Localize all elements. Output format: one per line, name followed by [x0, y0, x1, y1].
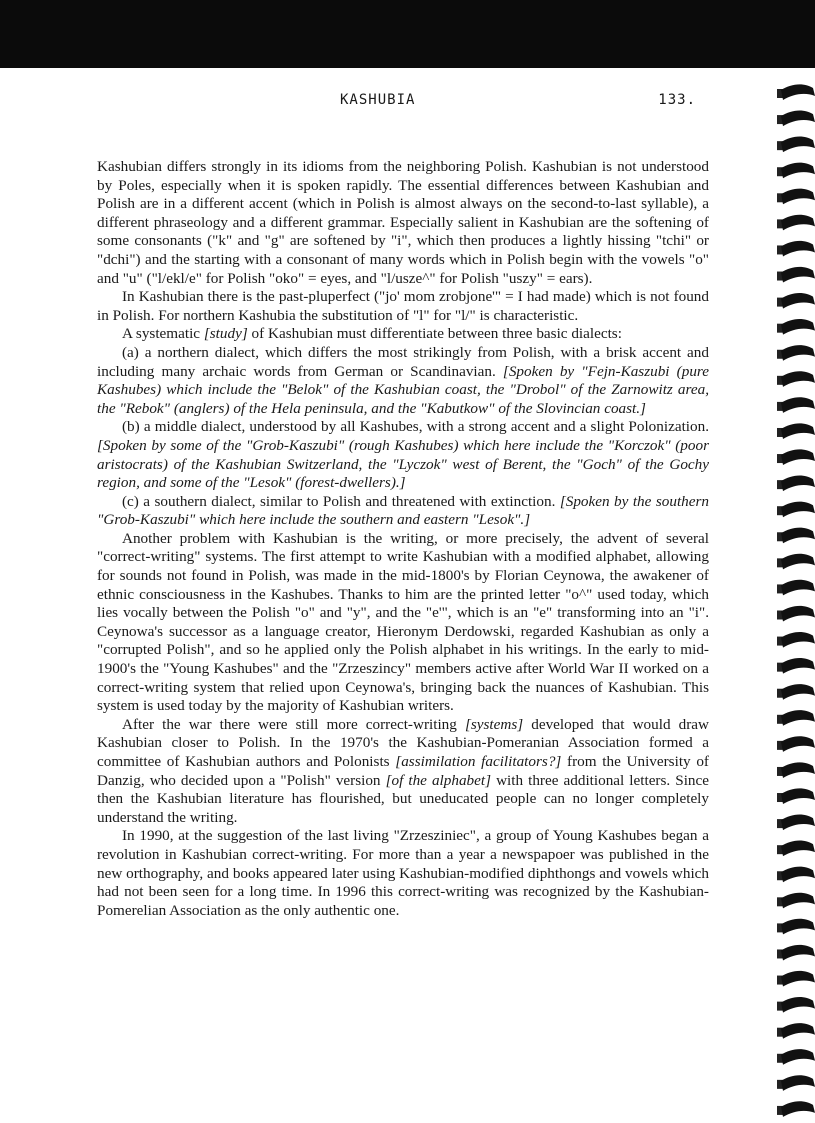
binding-coil: [777, 580, 815, 596]
binding-coil: [777, 371, 815, 387]
binding-coil: [777, 110, 815, 126]
binding-coil: [777, 189, 815, 205]
text-run: from the University of Danzig, who decided upon a "Polish" version: [97, 753, 709, 789]
binding-coil: [777, 684, 815, 700]
text-run: of Kashubian must differentiate between three basic dialects:: [247, 325, 622, 343]
text-run: developed that would draw Kashubian closer to Polish. In the 1970's the Kashubian-Pomeranian Association formed a committee of Kashubian authors and Polonists: [97, 715, 709, 770]
paragraph: [97, 288, 709, 325]
binding-coil: [777, 241, 815, 257]
binding-coil: [777, 632, 815, 648]
binding-coil: [777, 397, 815, 413]
page-number: 133.: [658, 92, 696, 108]
text-run: (a) a northern dialect, which differs the most strikingly from Polish, with a brisk accent and including many archaic words from German or Scandinavian.: [97, 343, 709, 380]
binding-coil: [777, 658, 815, 674]
binding-coil: [777, 893, 815, 909]
text-run: After the war there were still more correct-writing: [122, 715, 465, 733]
binding-coil: [777, 1101, 815, 1117]
italic-run: [of the alphabet]: [385, 771, 492, 789]
italic-run: [systems]: [464, 715, 524, 733]
binding-coil: [777, 84, 815, 100]
paragraph: [97, 418, 709, 492]
running-head-title: KASHUBIA: [340, 92, 416, 108]
body-text: [97, 158, 709, 920]
italic-run: [Spoken by the southern "Grob-Kaszubi" which here include the southern and eastern "Lesok".]: [97, 492, 709, 529]
binding-coil: [777, 736, 815, 752]
binding-coil: [777, 319, 815, 335]
text-run: In Kashubian there is the past-pluperfect ("jo' mom zrobjone'" = I had made) which is not found in Polish. For northern Kashubia the substitution of "l" for "l/" is characteristic.: [97, 288, 709, 324]
text-run: Another problem with Kashubian is the writing, or more precisely, the advent of several "correct-writing" systems. The first attempt to write Kashubian with a modified alphabet, allowing for sounds not found in Polish, was made in the mid-1800's by Florian Ceynowa, the awakener of ethnic consciousness in the Kashubes. Thanks to him are the printed letter "o^" used today, which lies vocally between the Polish "o" and "y", and the "e'", which is an "e" transforming into an "i". Ceynowa's successor as a language creator, Hieronym Derdowski, regarded Kashubian as only a "corrupted Polish", and so he applied only the Polish alphabet in his writings. In the early to mid-1900's the "Young Kashubes" and the "Zrzeszincy" members active after World War II worked on a correct-writing system that relied upon Ceynowa's, bringing back the nuances of Kashubian. This system is used today by the majority of Kashubian writers.: [97, 529, 709, 715]
binding-coil: [777, 163, 815, 179]
binding-coil: [777, 476, 815, 492]
binding-coil: [777, 1023, 815, 1039]
paragraph: [97, 827, 709, 920]
binding-coil: [777, 1075, 815, 1091]
binding-coil: [777, 762, 815, 778]
binding-coil: [777, 267, 815, 283]
paragraph: [97, 344, 709, 418]
text-run: In 1990, at the suggestion of the last living "Zrzesziniec", a group of Young Kashubes began a revolution in Kashubian correct-writing. For more than a year a newspapoer was published in the new orthography, and books appeared later using Kashubian-modified diphthongs and vowels which had not been seen for a long time. In 1996 this correct-writing was recognized by the Kashubian-Pomerelian Association as the only authentic one.: [97, 827, 709, 919]
binding-coil: [777, 997, 815, 1013]
paragraph: [97, 493, 709, 530]
italic-run: [assimilation facilitators?]: [395, 753, 562, 770]
binding-coil: [777, 814, 815, 830]
paragraph: [97, 530, 709, 716]
binding-coil: [777, 606, 815, 622]
binding-coil: [777, 502, 815, 518]
binding-coil: [777, 423, 815, 439]
text-run: (c) a southern dialect, similar to Polish and threatened with extinction.: [122, 492, 560, 510]
binding-coil: [777, 710, 815, 726]
binding-coil: [777, 867, 815, 883]
paragraph: [97, 716, 709, 828]
binding-coil: [777, 215, 815, 231]
binding-coil: [777, 945, 815, 961]
binding-coil: [777, 919, 815, 935]
text-run: (b) a middle dialect, understood by all Kashubes, with a strong accent and a slight Polonization.: [122, 418, 709, 436]
binding-coil: [777, 788, 815, 804]
binding-coil: [777, 528, 815, 544]
binding-coil: [777, 345, 815, 361]
paragraph: [97, 158, 709, 288]
binding-coil: [777, 293, 815, 309]
italic-run: [study]: [203, 325, 248, 343]
binding-coil: [777, 841, 815, 857]
spiral-binding: [773, 80, 815, 1123]
binding-coil: [777, 554, 815, 570]
running-header: [96, 92, 696, 116]
binding-coil: [777, 137, 815, 153]
text-run: with three additional letters. Since then the Kashubian literature has flourished, but uneducated people can no longer completely understand the writing.: [97, 771, 709, 826]
text-run: Kashubian differs strongly in its idioms from the neighboring Polish. Kashubian is not understood by Poles, especially when it is spoken rapidly. The essential differences between Kashubian and Polish are in a different accent (which in Polish is almost always on the second-to-last syllable), a different phraseology and a different grammar. Especially salient in Kashubian are the softening of some consonants ("k" and "g" are softened by "i", which then produces a lightly hissing "tchi" or "dchi") and the starting with a consonant of many words which in Polish begin with the vowels "o" and "u" ("l/ekl/e" for Polish "oko" = eyes, and "l/usze^" for Polish "uszy" = ears).: [97, 158, 709, 287]
scan-edge-shadow: [0, 0, 815, 68]
binding-coil: [777, 971, 815, 987]
paragraph: [97, 325, 709, 344]
italic-run: [Spoken by "Fejn-Kaszubi (pure Kashubes) which include the "Belok" of the Kashubian coast, the "Drobol" of the Zarnowitz area, the "Rebok" (anglers) of the Hela peninsula, and the "Kabutkow" of the Slovincian coast.]: [97, 362, 710, 417]
binding-coil: [777, 449, 815, 465]
italic-run: [Spoken by some of the "Grob-Kaszubi" (rough Kashubes) which here include the "Korczok" (poor aristocrats) of the Kashubian Switzerland, the "Lyczok" west of Berent, the "Goch" of the Gochy region, and some of the "Lesok" (forest-dwellers).]: [97, 436, 709, 492]
binding-coil: [777, 1049, 815, 1065]
text-run: A systematic: [122, 325, 204, 343]
